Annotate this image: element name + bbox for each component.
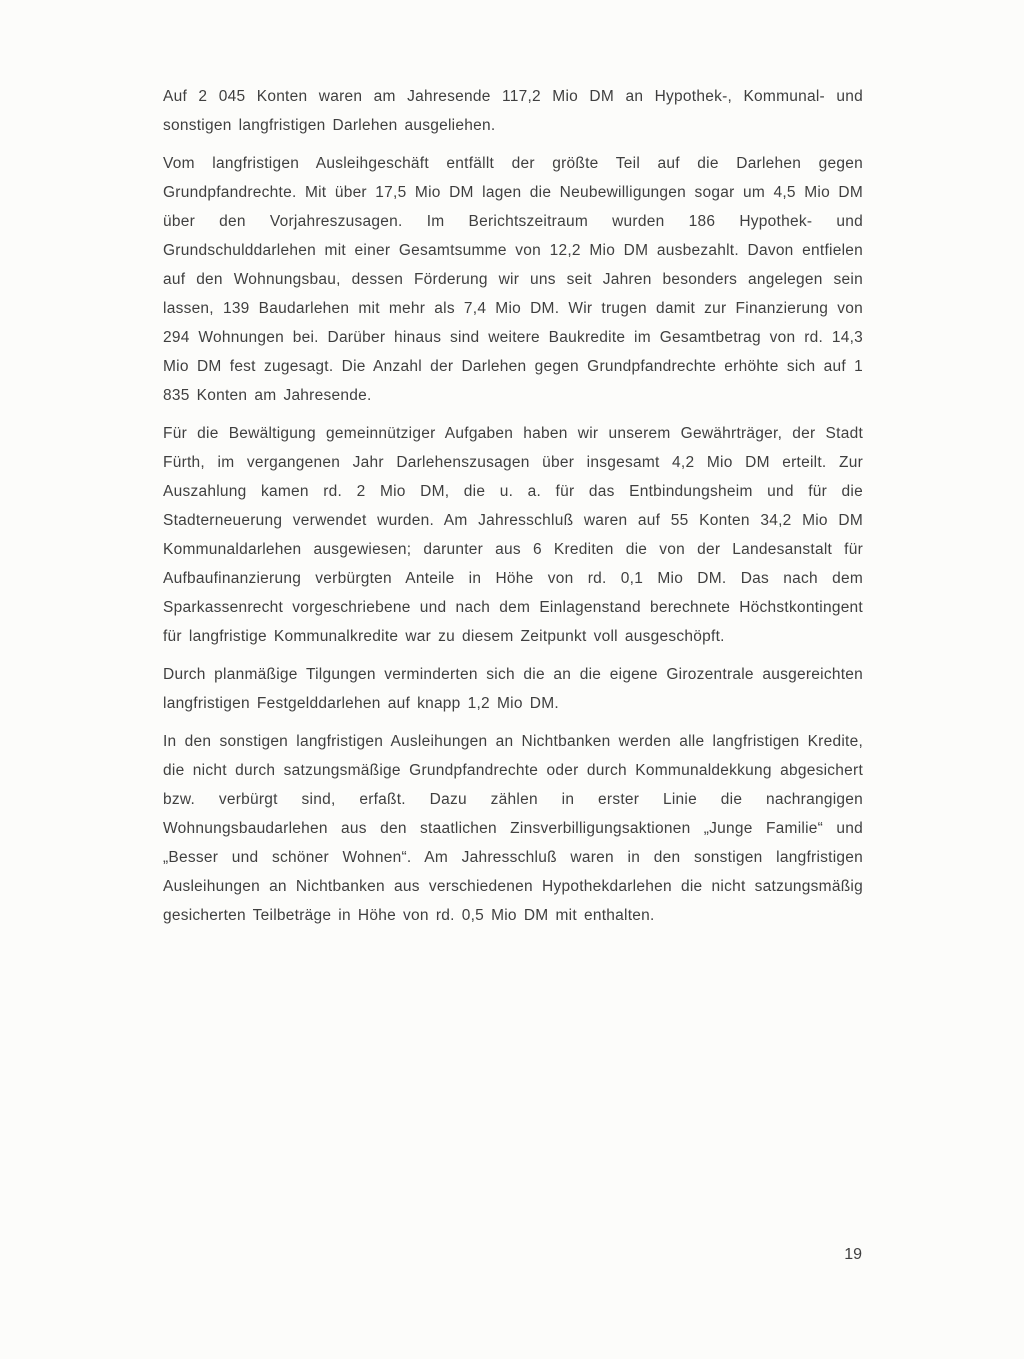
document-page — [163, 82, 863, 939]
paragraph-other-longterm-loans: In den sonstigen langfristigen Ausleihungen an Nichtbanken werden alle langfristigen Kredite, die nicht durch satzungsmäßige Grundpfandrechte oder durch Kommunaldekkung abgesichert bzw. verbürgt sind, erfaßt. Dazu zählen in erster Linie die nachrangigen Wohnungsbaudarlehen aus den staatlichen Zinsverbilligungsaktionen „Junge Familie“ und „Besser und schöner Wohnen“. Am Jahresschluß waren in den sonstigen langfristigen Ausleihungen an Nichtbanken aus verschiedenen Hypothekdarlehen die nicht satzungsmäßig gesicherten Teilbeträge in Höhe von rd. 0,5 Mio DM mit enthalten. — [163, 733, 863, 924]
paragraph-municipal-loans: Für die Bewältigung gemeinnütziger Aufgaben haben wir unserem Gewährträger, der Stadt Fürth, im vergangenen Jahr Darlehenszusagen über insgesamt 4,2 Mio DM erteilt. Zur Auszahlung kamen rd. 2 Mio DM, die u. a. für das Entbindungsheim und für die Stadterneuerung verwendet wurden. Am Jahresschluß waren auf 55 Konten 34,2 Mio DM Kommunaldarlehen ausgewiesen; darunter aus 6 Krediten die von der Landesanstalt für Aufbaufinanzierung verbürgten Anteile in Höhe von rd. 0,1 Mio DM. Das nach dem Sparkassenrecht vorgeschriebene und nach dem Einlagenstand berechnete Höchstkontingent für langfristige Kommunalkredite war zu diesem Zeitpunkt voll ausgeschöpft. — [163, 425, 863, 645]
paragraph-mortgage-lending: Vom langfristigen Ausleihgeschäft entfällt der größte Teil auf die Darlehen gegen Grundpfandrechte. Mit über 17,5 Mio DM lagen die Neubewilligungen sogar um 4,5 Mio DM über den Vorjahreszusagen. Im Berichtszeitraum wurden 186 Hypothek- und Grundschulddarlehen mit einer Gesamtsumme von 12,2 Mio DM ausbezahlt. Davon entfielen auf den Wohnungsbau, dessen Förderung wir uns seit Jahren besonders angelegen sein lassen, 139 Baudarlehen mit mehr als 7,4 Mio DM. Wir trugen damit zur Finanzierung von 294 Wohnungen bei. Darüber hinaus sind weitere Baukredite im Gesamtbetrag von rd. 14,3 Mio DM fest zugesagt. Die Anzahl der Darlehen gegen Grundpfandrechte erhöhte sich auf 1 835 Konten am Jahresende. — [163, 155, 863, 404]
paragraph-girozentrale-repayments: Durch planmäßige Tilgungen verminderten sich die an die eigene Girozentrale ausgereichten langfristigen Festgelddarlehen auf knapp 1,2 Mio DM. — [163, 666, 863, 712]
page-number: 19 — [844, 1246, 862, 1263]
paragraph-loans-overview: Auf 2 045 Konten waren am Jahresende 117,2 Mio DM an Hypothek-, Kommunal- und sonstigen langfristigen Darlehen ausgeliehen. — [163, 88, 863, 134]
